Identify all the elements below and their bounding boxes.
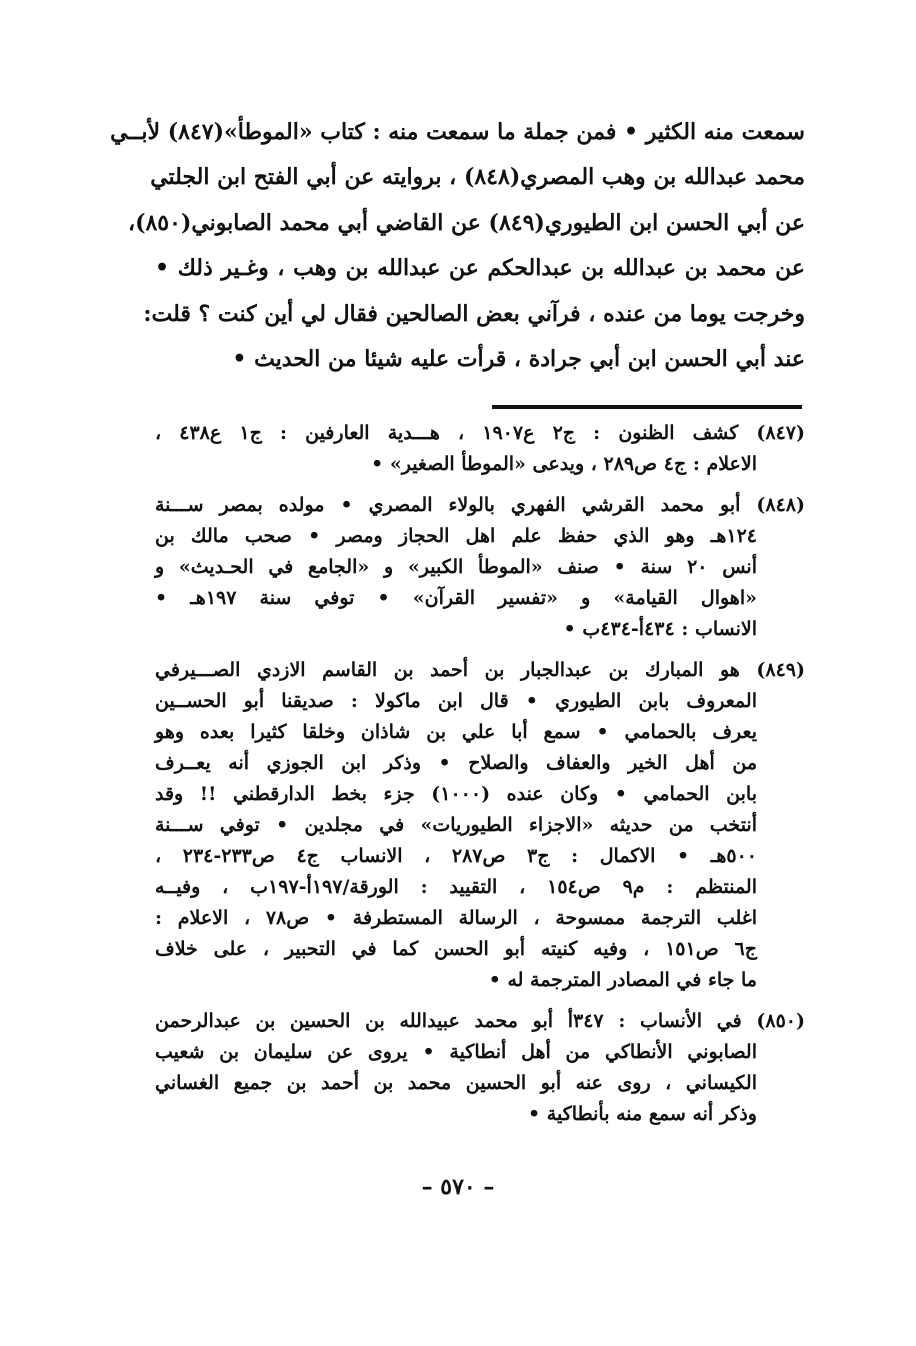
footnote-line: اغلب الترجمة ممسوحة ، الرسالة المستطرفة • ص٧٨ ، الاعلام :: [155, 907, 757, 929]
footnote-line: الاعلام : ج٤ ص٢٨٩ ، ويدعى «الموطأ الصغير» •: [371, 453, 757, 475]
main-text-line: وخرجت يوما من عنده ، فرآني بعض الصالحين فقال لي أين كنت ؟ قلت:: [143, 300, 805, 327]
footnote-line: وذكر أنه سمع منه بأنطاكية •: [528, 1103, 757, 1125]
footnote-line: ١٢٤هـ وهو الذي حفظ علم اهل الحجاز ومصر • صحب مالك بن: [155, 525, 757, 547]
footnote-line: «اهوال القيامة» و «تفسير القرآن» • توفي سنة ١٩٧هـ •: [155, 587, 757, 609]
footnote-line: الكيساني ، روى عنه أبو الحسين محمد بن أحمد بن جميع الغساني: [155, 1072, 757, 1094]
footnote-line: بابن الحمامي • وكان عنده (١٠٠٠) جزء بخط الدارقطني !! وقد: [155, 783, 757, 805]
main-text-line: محمد عبدالله بن وهب المصري(٨٤٨) ، بروايته عن أبي الفتح ابن الجلتي: [150, 164, 805, 191]
footnote-line: (٨٥٠) في الأنساب : ٣٤٧أ أبو محمد عبيدالله بن الحسين بن عبدالرحمن: [155, 1010, 805, 1032]
main-text-line: سمعت منه الكثير • فمن جملة ما سمعت منه : كتاب «الموطأ»(٨٤٧) لأبــي: [110, 119, 805, 145]
main-text-line: عن أبي الحسن ابن الطيوري(٨٤٩) عن القاضي أبي محمد الصابوني(٨٥٠)،: [127, 209, 805, 236]
footnote-line: الصابوني الأنطاكي من أهل أنطاكية • يروى عن سليمان بن شعيب: [155, 1041, 757, 1063]
main-text-block: [110, 110, 805, 382]
footnote-849: [155, 655, 805, 996]
footnote-line: ما جاء في المصادر المترجمة له •: [488, 969, 757, 991]
footnote-line: ٥٠٠هـ • الاكمال : ج٣ ص٢٨٧ ، الانساب ج٤ ص٢٣٣-٢٣٤ ،: [155, 845, 757, 867]
footnote-847: [155, 418, 805, 480]
main-text-line: عن محمد بن عبدالله بن عبدالحكم عن عبدالله بن وهب ، وغـير ذلك •: [155, 255, 805, 282]
footnote-separator: [492, 405, 802, 409]
footnote-line: أنتخب من حديثه «الاجزاء الطيوريات» في مجلدين • توفي ســـنة: [155, 814, 757, 836]
page-number: – ٥٧٠ –: [421, 1174, 495, 1200]
footnote-850: [155, 1006, 805, 1130]
footnote-848: [155, 490, 805, 645]
footnote-line: يعرف بالحمامي • سمع أبا علي بن شاذان وخلقا كثيرا بعده وهو: [155, 721, 757, 743]
footnote-line: المعروف بابن الطيوري • قال ابن ماكولا : صديقنا أبو الحســين: [155, 690, 757, 712]
footnote-line: ج٦ ص١٥١ ، وفيه كنيته أبو الحسن كما في التحبير ، على خلاف: [155, 938, 757, 960]
footnote-line: (٨٤٩) هو المبارك بن عبدالجبار بن أحمد بن القاسم الازدي الصـــيرفي: [155, 659, 805, 681]
footnote-line: (٨٤٧) كشف الظنون : ج٢ ع١٩٠٧ ، هـــدية العارفين : ج١ ع٤٣٨ ،: [155, 422, 805, 444]
footnote-line: المنتظم : م٩ ص١٥٤ ، التقييد : الورقة/١٩٧أ-١٩٧ب ، وفيــه: [155, 876, 757, 898]
footnotes-block: [155, 418, 805, 1140]
footnote-line: أنس ٢٠ سنة • صنف «الموطأ الكبير» و «الجامع في الحـديث» و: [155, 556, 757, 578]
main-text-line: عند أبي الحسن ابن أبي جرادة ، قرأت عليه شيئا من الحديث •: [232, 345, 805, 372]
footnote-line: (٨٤٨) أبو محمد القرشي الفهري بالولاء المصري • مولده بمصر ســـنة: [155, 494, 805, 516]
footnote-line: الانساب : ٤٣٤أ-٤٣٤ب •: [563, 618, 757, 640]
footnote-line: من أهل الخير والعفاف والصلاح • وذكر ابن الجوزي أنه يعــرف: [155, 752, 757, 774]
